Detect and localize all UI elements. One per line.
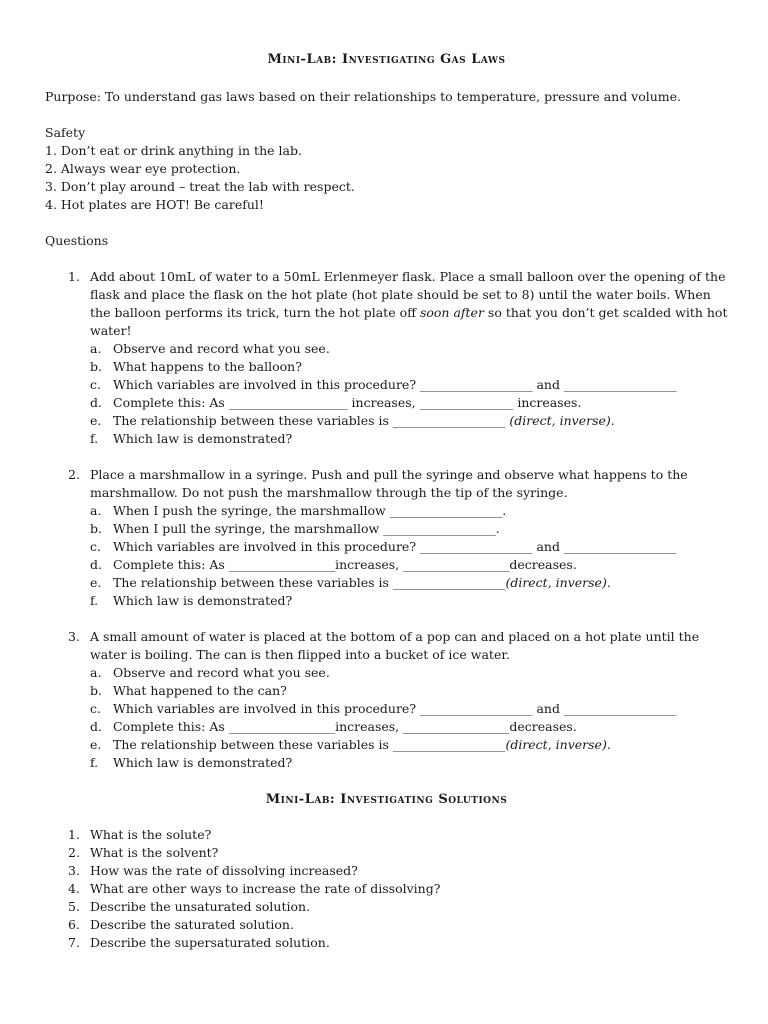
safety-section — [45, 124, 728, 214]
subquestion-item — [90, 340, 728, 358]
subquestion-letter: c. — [90, 539, 101, 554]
solutions-list — [45, 826, 728, 952]
question-number: 1. — [68, 269, 80, 284]
solution-number: 5. — [68, 899, 80, 914]
question-item — [45, 466, 728, 610]
solution-number: 7. — [68, 935, 80, 950]
subquestion-text-part: Observe and record what you see. — [113, 665, 330, 680]
subquestion-text-part: The relationship between these variables is __________________ — [113, 575, 506, 590]
page-title: Mini-Lab: Investigating Gas Laws — [267, 52, 506, 67]
solution-text: What is the solute? — [90, 827, 212, 842]
question-text-part: Add about 10mL of water to a 50mL Erlenmeyer flask. Place a small balloon over the opening of the flask and place the flask on the hot plate (hot plate should be set to 8) until the water boils. When the balloon performs its trick, turn the hot plate off — [90, 269, 726, 320]
subquestion-letter: f. — [90, 755, 99, 770]
question-body — [90, 466, 728, 610]
safety-item: 1. Don’t eat or drink anything in the lab. — [45, 143, 302, 158]
subquestion-text — [113, 736, 611, 754]
subquestion-text — [113, 394, 581, 412]
solution-text: What are other ways to increase the rate of dissolving? — [90, 881, 441, 896]
subquestion-text — [113, 664, 330, 682]
subquestion-text — [113, 520, 500, 538]
subquestion-text-part: When I pull the syringe, the marshmallow __________________. — [113, 521, 500, 536]
questions-label: Questions — [45, 233, 109, 248]
solution-number: 2. — [68, 845, 80, 860]
subquestion-text — [113, 376, 676, 394]
subquestion-item — [90, 718, 728, 736]
subquestion-item — [90, 502, 728, 520]
subquestion-text — [113, 718, 577, 736]
subquestion-letter: d. — [90, 719, 102, 734]
question-text-emphasis: soon after — [419, 305, 484, 320]
subquestion-letter: e. — [90, 575, 102, 590]
question-text — [90, 466, 728, 502]
subquestion-item — [90, 412, 728, 430]
solution-question — [45, 916, 728, 934]
subquestion-item — [90, 592, 728, 610]
subquestion-letter: c. — [90, 701, 101, 716]
subquestion-letter: f. — [90, 593, 99, 608]
subquestion-text — [113, 574, 611, 592]
subquestion-list — [90, 502, 728, 610]
subquestion-text — [113, 430, 292, 448]
question-text-part: A small amount of water is placed at the bottom of a pop can and placed on a hot plate until the water is boiling. The can is then flipped into a bucket of ice water. — [90, 629, 700, 662]
subquestion-text — [113, 592, 292, 610]
subquestion-item — [90, 358, 728, 376]
subquestion-text-part: Complete this: As _________________increases, _________________decreases. — [113, 719, 577, 734]
solution-text: Describe the saturated solution. — [90, 917, 294, 932]
subquestion-item — [90, 520, 728, 538]
subquestion-item — [90, 430, 728, 448]
subquestion-letter: a. — [90, 503, 102, 518]
question-number: 2. — [68, 467, 80, 482]
solution-question — [45, 862, 728, 880]
question-text — [90, 268, 728, 340]
subquestion-text — [113, 340, 330, 358]
question-item — [45, 628, 728, 772]
question-body — [90, 628, 728, 772]
subquestion-item — [90, 754, 728, 772]
subquestion-text-emphasis: (direct, inverse). — [505, 737, 611, 752]
subquestion-item — [90, 736, 728, 754]
subquestion-text — [113, 754, 292, 772]
subquestion-item — [90, 556, 728, 574]
subquestion-text-part: Which variables are involved in this procedure? __________________ and __________________ — [113, 539, 677, 554]
subquestion-text-part: What happened to the can? — [113, 683, 287, 698]
subquestion-list — [90, 664, 728, 772]
subquestion-letter: e. — [90, 413, 102, 428]
subquestion-item — [90, 394, 728, 412]
safety-item: 4. Hot plates are HOT! Be careful! — [45, 197, 264, 212]
subquestion-item — [90, 538, 728, 556]
subquestion-text-emphasis: (direct, inverse). — [505, 575, 611, 590]
solution-question — [45, 826, 728, 844]
question-number: 3. — [68, 629, 80, 644]
subquestion-item — [90, 682, 728, 700]
subquestion-text-part: Which law is demonstrated? — [113, 593, 293, 608]
section-title: Mini-Lab: Investigating Solutions — [265, 792, 508, 807]
subquestion-letter: f. — [90, 431, 99, 446]
subquestion-letter: c. — [90, 377, 101, 392]
subquestion-text-part: Complete this: As _________________increases, _________________decreases. — [113, 557, 577, 572]
subquestion-text-part: Observe and record what you see. — [113, 341, 330, 356]
subquestion-text-part: When I push the syringe, the marshmallow __________________. — [113, 503, 507, 518]
subquestion-text-part: Complete this: As ___________________ increases, _______________ increases. — [113, 395, 582, 410]
question-body — [90, 268, 728, 448]
subquestion-item — [90, 376, 728, 394]
solution-text: How was the rate of dissolving increased? — [90, 863, 358, 878]
subquestion-letter: d. — [90, 557, 102, 572]
subquestion-text-part: The relationship between these variables is __________________ — [113, 737, 506, 752]
subquestion-letter: a. — [90, 341, 102, 356]
solution-text: What is the solvent? — [90, 845, 219, 860]
subquestion-letter: e. — [90, 737, 102, 752]
subquestion-text-part: What happens to the balloon? — [113, 359, 302, 374]
subquestion-text-part: Which variables are involved in this procedure? __________________ and __________________ — [113, 701, 677, 716]
questions-list — [45, 268, 728, 772]
subquestion-text — [113, 682, 287, 700]
subquestion-text-part: The relationship between these variables is __________________ — [113, 413, 510, 428]
solution-number: 1. — [68, 827, 80, 842]
subquestion-letter: d. — [90, 395, 102, 410]
subquestion-text — [113, 556, 577, 574]
subquestion-text — [113, 358, 302, 376]
solution-number: 3. — [68, 863, 80, 878]
subquestion-letter: b. — [90, 359, 102, 374]
subquestion-text — [113, 412, 615, 430]
solution-question — [45, 934, 728, 952]
subquestion-item — [90, 574, 728, 592]
solution-question — [45, 898, 728, 916]
subquestion-list — [90, 340, 728, 448]
subquestion-text — [113, 502, 506, 520]
purpose-text: Purpose: To understand gas laws based on their relationships to temperature, pressure and volume. — [45, 89, 682, 104]
subquestion-letter: b. — [90, 683, 102, 698]
safety-label: Safety — [45, 125, 86, 140]
subquestion-text — [113, 538, 676, 556]
subquestion-text-emphasis: (direct, inverse). — [509, 413, 615, 428]
subquestion-text-part: Which variables are involved in this procedure? __________________ and __________________ — [113, 377, 677, 392]
subquestion-text-part: Which law is demonstrated? — [113, 431, 293, 446]
question-text-part: Place a marshmallow in a syringe. Push and pull the syringe and observe what happens to the marshmallow. Do not push the marshmallow through the tip of the syringe. — [90, 467, 688, 500]
solution-number: 6. — [68, 917, 80, 932]
subquestion-item — [90, 664, 728, 682]
subquestion-text — [113, 700, 676, 718]
question-text-part: so that you don’t get scalded with hot water! — [90, 305, 728, 338]
subquestion-letter: a. — [90, 665, 102, 680]
solution-question — [45, 844, 728, 862]
solution-text: Describe the unsaturated solution. — [90, 899, 311, 914]
question-text — [90, 628, 728, 664]
question-item — [45, 268, 728, 448]
safety-item: 2. Always wear eye protection. — [45, 161, 241, 176]
solution-text: Describe the supersaturated solution. — [90, 935, 330, 950]
solution-number: 4. — [68, 881, 80, 896]
subquestion-letter: b. — [90, 521, 102, 536]
solution-question — [45, 880, 728, 898]
subquestion-text-part: Which law is demonstrated? — [113, 755, 293, 770]
safety-item: 3. Don’t play around – treat the lab with respect. — [45, 179, 355, 194]
subquestion-item — [90, 700, 728, 718]
